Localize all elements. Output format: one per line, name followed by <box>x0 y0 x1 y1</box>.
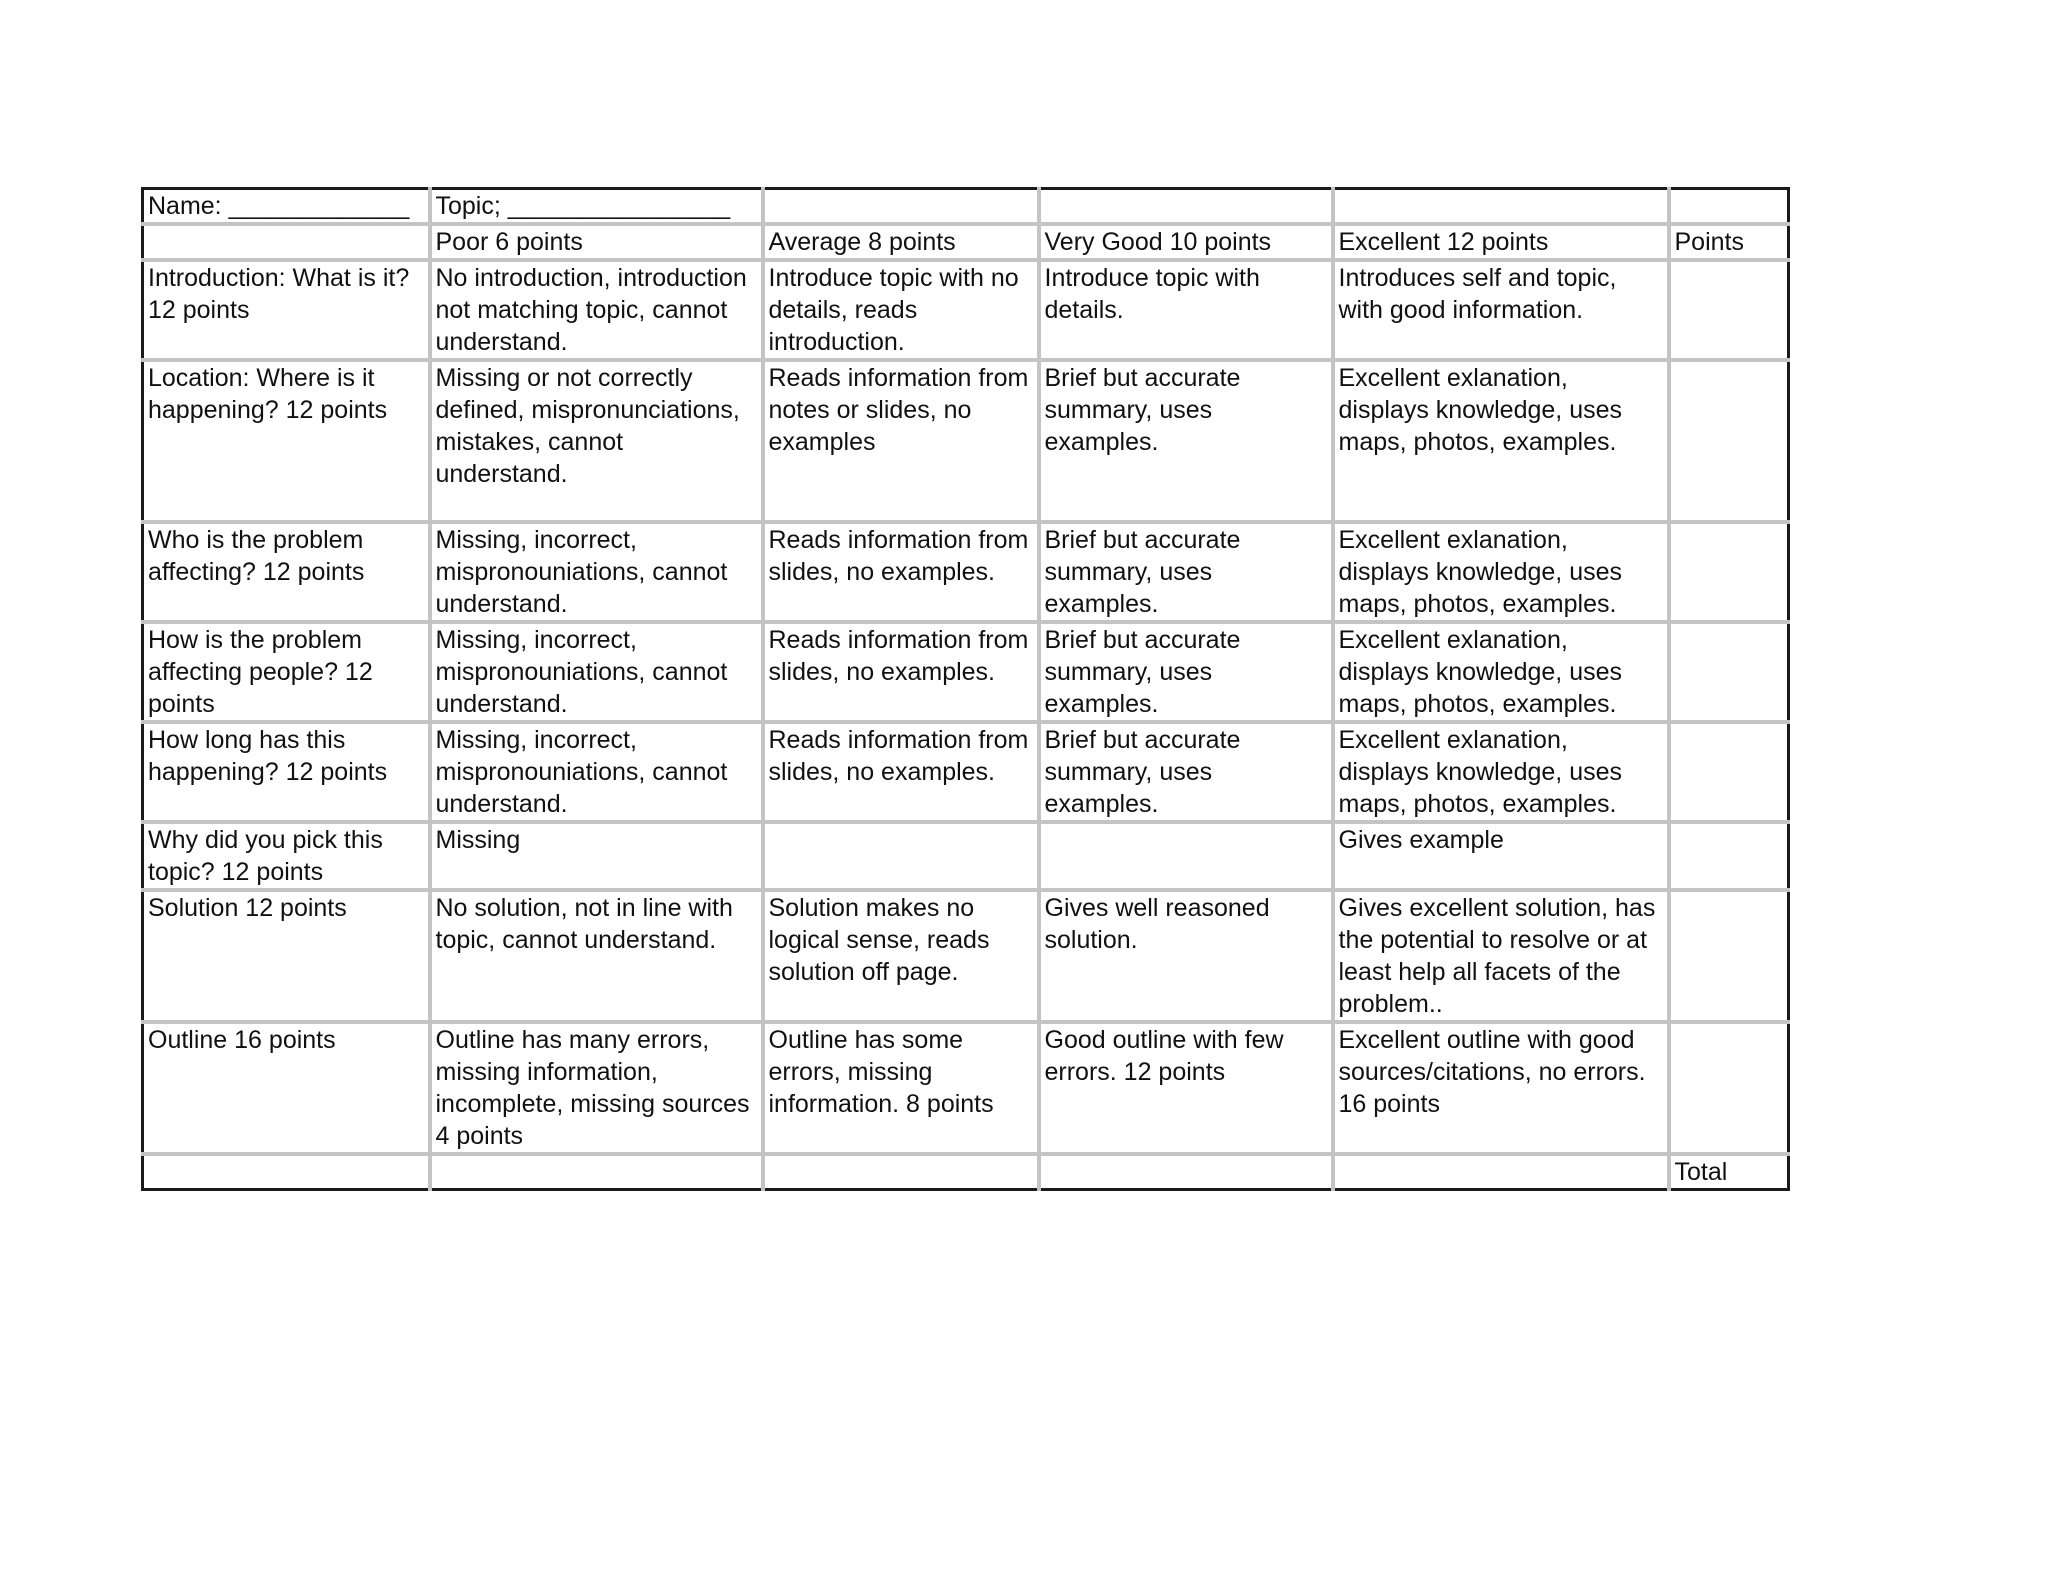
poor-descriptor: Missing, incorrect, mispronouniations, cannot understand. <box>430 722 763 822</box>
excellent-descriptor: Gives example <box>1333 822 1669 890</box>
empty-cell <box>1039 189 1333 225</box>
criterion-label: How is the problem affecting people? 12 points <box>143 622 430 722</box>
excellent-descriptor: Introduces self and topic, with good information. <box>1333 260 1669 360</box>
excellent-descriptor: Excellent exlanation, displays knowledge, uses maps, photos, examples. <box>1333 622 1669 722</box>
very-good-descriptor: Brief but accurate summary, uses examples. <box>1039 522 1333 622</box>
points-cell[interactable] <box>1669 822 1789 890</box>
level-average-header: Average 8 points <box>763 224 1039 260</box>
average-descriptor: Reads information from slides, no examples. <box>763 722 1039 822</box>
very-good-descriptor: Good outline with few errors. 12 points <box>1039 1022 1333 1154</box>
average-descriptor: Solution makes no logical sense, reads solution off page. <box>763 890 1039 1022</box>
criterion-label: Solution 12 points <box>143 890 430 1022</box>
poor-descriptor: No solution, not in line with topic, cannot understand. <box>430 890 763 1022</box>
name-field[interactable] <box>143 189 430 225</box>
criterion-row-location <box>143 360 1789 522</box>
empty-cell <box>763 1154 1039 1190</box>
very-good-descriptor: Brief but accurate summary, uses examples. <box>1039 622 1333 722</box>
points-cell[interactable] <box>1669 722 1789 822</box>
very-good-descriptor: Brief but accurate summary, uses examples. <box>1039 722 1333 822</box>
points-cell[interactable] <box>1669 1022 1789 1154</box>
criterion-label: Outline 16 points <box>143 1022 430 1154</box>
name-label: Name: _____________ <box>148 192 410 220</box>
excellent-descriptor: Gives excellent solution, has the potential to resolve or at least help all facets of the problem.. <box>1333 890 1669 1022</box>
points-cell[interactable] <box>1669 622 1789 722</box>
very-good-descriptor <box>1039 822 1333 890</box>
points-cell[interactable] <box>1669 890 1789 1022</box>
average-descriptor: Reads information from slides, no examples. <box>763 622 1039 722</box>
total-label: Total <box>1669 1154 1789 1190</box>
points-cell[interactable] <box>1669 360 1789 522</box>
average-descriptor <box>763 822 1039 890</box>
criterion-row-how <box>143 622 1789 722</box>
criterion-label: Introduction: What is it? 12 points <box>143 260 430 360</box>
empty-cell <box>143 1154 430 1190</box>
criterion-row-outline <box>143 1022 1789 1154</box>
criterion-label: How long has this happening? 12 points <box>143 722 430 822</box>
rubric-table <box>141 187 1790 1191</box>
poor-descriptor: Missing or not correctly defined, mispronunciations, mistakes, cannot understand. <box>430 360 763 522</box>
poor-descriptor: No introduction, introduction not matching topic, cannot understand. <box>430 260 763 360</box>
empty-cell <box>763 189 1039 225</box>
very-good-descriptor: Gives well reasoned solution. <box>1039 890 1333 1022</box>
criterion-row-solution <box>143 890 1789 1022</box>
empty-cell <box>1333 189 1669 225</box>
points-cell[interactable] <box>1669 260 1789 360</box>
level-very-good-header: Very Good 10 points <box>1039 224 1333 260</box>
level-excellent-header: Excellent 12 points <box>1333 224 1669 260</box>
very-good-descriptor: Brief but accurate summary, uses examples. <box>1039 360 1333 522</box>
empty-cell <box>1333 1154 1669 1190</box>
excellent-descriptor: Excellent exlanation, displays knowledge, uses maps, photos, examples. <box>1333 360 1669 522</box>
topic-field[interactable] <box>430 189 763 225</box>
poor-descriptor: Missing, incorrect, mispronouniations, cannot understand. <box>430 622 763 722</box>
poor-descriptor: Missing, incorrect, mispronouniations, cannot understand. <box>430 522 763 622</box>
topic-label: Topic; ________________ <box>435 192 731 220</box>
empty-cell <box>1669 189 1789 225</box>
points-header: Points <box>1669 224 1789 260</box>
empty-cell <box>1039 1154 1333 1190</box>
excellent-descriptor: Excellent exlanation, displays knowledge, uses maps, photos, examples. <box>1333 722 1669 822</box>
average-descriptor: Reads information from notes or slides, no examples <box>763 360 1039 522</box>
levels-row <box>143 224 1789 260</box>
average-descriptor: Outline has some errors, missing information. 8 points <box>763 1022 1039 1154</box>
empty-cell <box>430 1154 763 1190</box>
criterion-label: Why did you pick this topic? 12 points <box>143 822 430 890</box>
poor-descriptor: Missing <box>430 822 763 890</box>
header-row <box>143 189 1789 225</box>
poor-descriptor: Outline has many errors, missing information, incomplete, missing sources 4 points <box>430 1022 763 1154</box>
criterion-label: Location: Where is it happening? 12 points <box>143 360 430 522</box>
level-poor-header: Poor 6 points <box>430 224 763 260</box>
criterion-row-introduction <box>143 260 1789 360</box>
criterion-label: Who is the problem affecting? 12 points <box>143 522 430 622</box>
excellent-descriptor: Excellent exlanation, displays knowledge, uses maps, photos, examples. <box>1333 522 1669 622</box>
average-descriptor: Reads information from slides, no examples. <box>763 522 1039 622</box>
criterion-row-how-long <box>143 722 1789 822</box>
very-good-descriptor: Introduce topic with details. <box>1039 260 1333 360</box>
excellent-descriptor: Excellent outline with good sources/citations, no errors. 16 points <box>1333 1022 1669 1154</box>
empty-cell <box>143 224 430 260</box>
average-descriptor: Introduce topic with no details, reads introduction. <box>763 260 1039 360</box>
criterion-row-why <box>143 822 1789 890</box>
points-cell[interactable] <box>1669 522 1789 622</box>
criterion-row-who <box>143 522 1789 622</box>
total-row <box>143 1154 1789 1190</box>
